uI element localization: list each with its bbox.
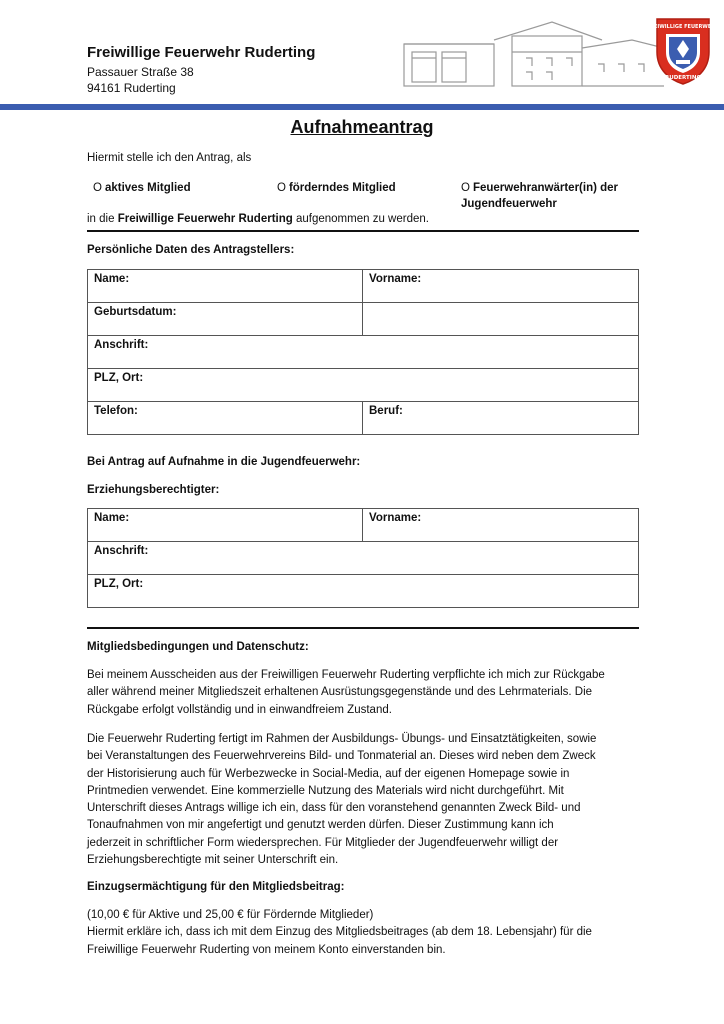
address-city: 94161 Ruderting (87, 81, 176, 95)
birthdate-field[interactable] (88, 303, 363, 336)
text-line: Rückgabe erfolgt vollständig und in einwandfreiem Zustand. (87, 703, 392, 716)
option-youth-candidate[interactable] (461, 180, 618, 212)
text-line: jederzeit in schriftlicher Form wiedersprechen. Für Mitglieder der Jugendfeuerwehr willigt der (87, 836, 559, 849)
guardian-zip-city-label: PLZ, Ort: (94, 578, 144, 590)
option-label: aktives Mitglied (104, 182, 191, 194)
join-suffix: aufgenommen zu werden. (292, 213, 429, 225)
conditions-paragraph-return (87, 667, 639, 719)
header-divider (0, 104, 724, 110)
empty-field[interactable] (363, 303, 639, 336)
guardian-vorname-field[interactable] (363, 509, 639, 542)
guardian-zip-city-field[interactable] (88, 575, 639, 608)
conditions-heading: Mitgliedsbedingungen und Datenschutz: (87, 641, 309, 653)
text-line: Erziehungsberechtigte mit seiner Unterschrift ein. (87, 854, 339, 867)
address-label: Anschrift: (94, 339, 149, 351)
guardian-table (87, 508, 639, 608)
phone-field[interactable] (88, 402, 363, 435)
name-label: Name: (94, 273, 130, 285)
occupation-label: Beruf: (369, 405, 403, 417)
text-line: aller während meiner Mitgliedszeit erhaltenen Ausrüstungsgegenstände und des Lehrmaterials. Die (87, 686, 593, 699)
text-line: (10,00 € für Aktive und 25,00 € für Fördernde Mitglieder) (87, 909, 374, 921)
section-divider (87, 627, 639, 629)
option-checkbox-marker[interactable]: O (461, 182, 470, 194)
youth-section-heading: Bei Antrag auf Aufnahme in die Jugendfeuerwehr: (87, 456, 361, 468)
option-label-continued: Jugendfeuerwehr (461, 198, 557, 210)
phone-label: Telefon: (94, 405, 138, 417)
zip-city-field[interactable] (88, 369, 639, 402)
join-prefix: in die (87, 213, 118, 225)
text-line: der Historisierung auch für Werbezwecke in Social-Media, auf der eigenen Homepage sowie in (87, 767, 570, 780)
organization-name: Freiwillige Feuerwehr Ruderting (87, 44, 316, 61)
option-checkbox-marker[interactable]: O (277, 182, 286, 194)
vorname-field[interactable] (363, 270, 639, 303)
text-line: Tonaufnahmen von mir angefertigt und genutzt werden dürfen. Dieser Zustimmung kann ich (87, 819, 554, 832)
guardian-address-label: Anschrift: (94, 545, 149, 557)
fire-brigade-crest-logo (646, 16, 720, 86)
birthdate-label: Geburtsdatum: (94, 306, 177, 318)
guardian-vorname-label: Vorname: (369, 512, 422, 524)
option-supporting-member[interactable] (277, 180, 396, 196)
text-line: Die Feuerwehr Ruderting fertigt im Rahmen der Ausbildungs- Übungs- und Einsatztätigkeiten, sowie (87, 733, 597, 745)
fire-station-drawing (402, 18, 682, 90)
direct-debit-paragraph (87, 907, 639, 959)
join-org-name: Freiwillige Feuerwehr Ruderting (117, 213, 293, 225)
text-line: Printmedien verwendet. Eine kommerzielle Nutzung des Materials wird nicht durchgeführt. Mit (87, 784, 564, 797)
conditions-paragraph-media (87, 731, 639, 869)
option-checkbox-marker[interactable]: O (93, 182, 102, 194)
guardian-heading: Erziehungsberechtigter: (87, 484, 220, 496)
option-label: Feuerwehranwärter(in) der (472, 182, 619, 194)
address-street: Passauer Straße 38 (87, 65, 194, 79)
occupation-field[interactable] (363, 402, 639, 435)
intro-text: Hiermit stelle ich den Antrag, als (87, 152, 252, 164)
text-line: Bei meinem Ausscheiden aus der Freiwilligen Feuerwehr Ruderting verpflichte ich mich zur Rückgabe (87, 669, 605, 681)
vorname-label: Vorname: (369, 273, 422, 285)
personal-data-table (87, 269, 639, 435)
text-line: bei Veranstaltungen des Feuerwehrvereins Bild- und Tonmaterial an. Dieses wird neben dem Zweck (87, 750, 596, 763)
guardian-address-field[interactable] (88, 542, 639, 575)
name-field[interactable] (88, 270, 363, 303)
guardian-name-field[interactable] (88, 509, 363, 542)
text-line: Hiermit erkläre ich, dass ich mit dem Einzug des Mitgliedsbeitrages (ab dem 18. Lebensjahr) für die (87, 926, 592, 939)
text-line: Freiwillige Feuerwehr Ruderting von meinem Konto einverstanden bin. (87, 943, 446, 956)
logo-text-bottom: RUDERTING (665, 75, 701, 81)
logo-text-top: FREIWILLIGE FEUERWEHR (646, 24, 720, 30)
page-title: Aufnahmeantrag (290, 117, 434, 137)
text-line: Unterschrift dieses Antrags willige ich ein, dass für den voranstehend genannten Zweck Bild- und (87, 802, 581, 815)
guardian-name-label: Name: (94, 512, 130, 524)
option-active-member[interactable] (93, 180, 191, 196)
address-field[interactable] (88, 336, 639, 369)
personal-data-heading: Persönliche Daten des Antragstellers: (87, 244, 295, 256)
option-label: förderndes Mitglied (288, 182, 396, 194)
direct-debit-heading: Einzugsermächtigung für den Mitgliedsbeitrag: (87, 881, 345, 893)
section-divider (87, 230, 639, 232)
zip-city-label: PLZ, Ort: (94, 372, 144, 384)
join-sentence (87, 213, 429, 225)
